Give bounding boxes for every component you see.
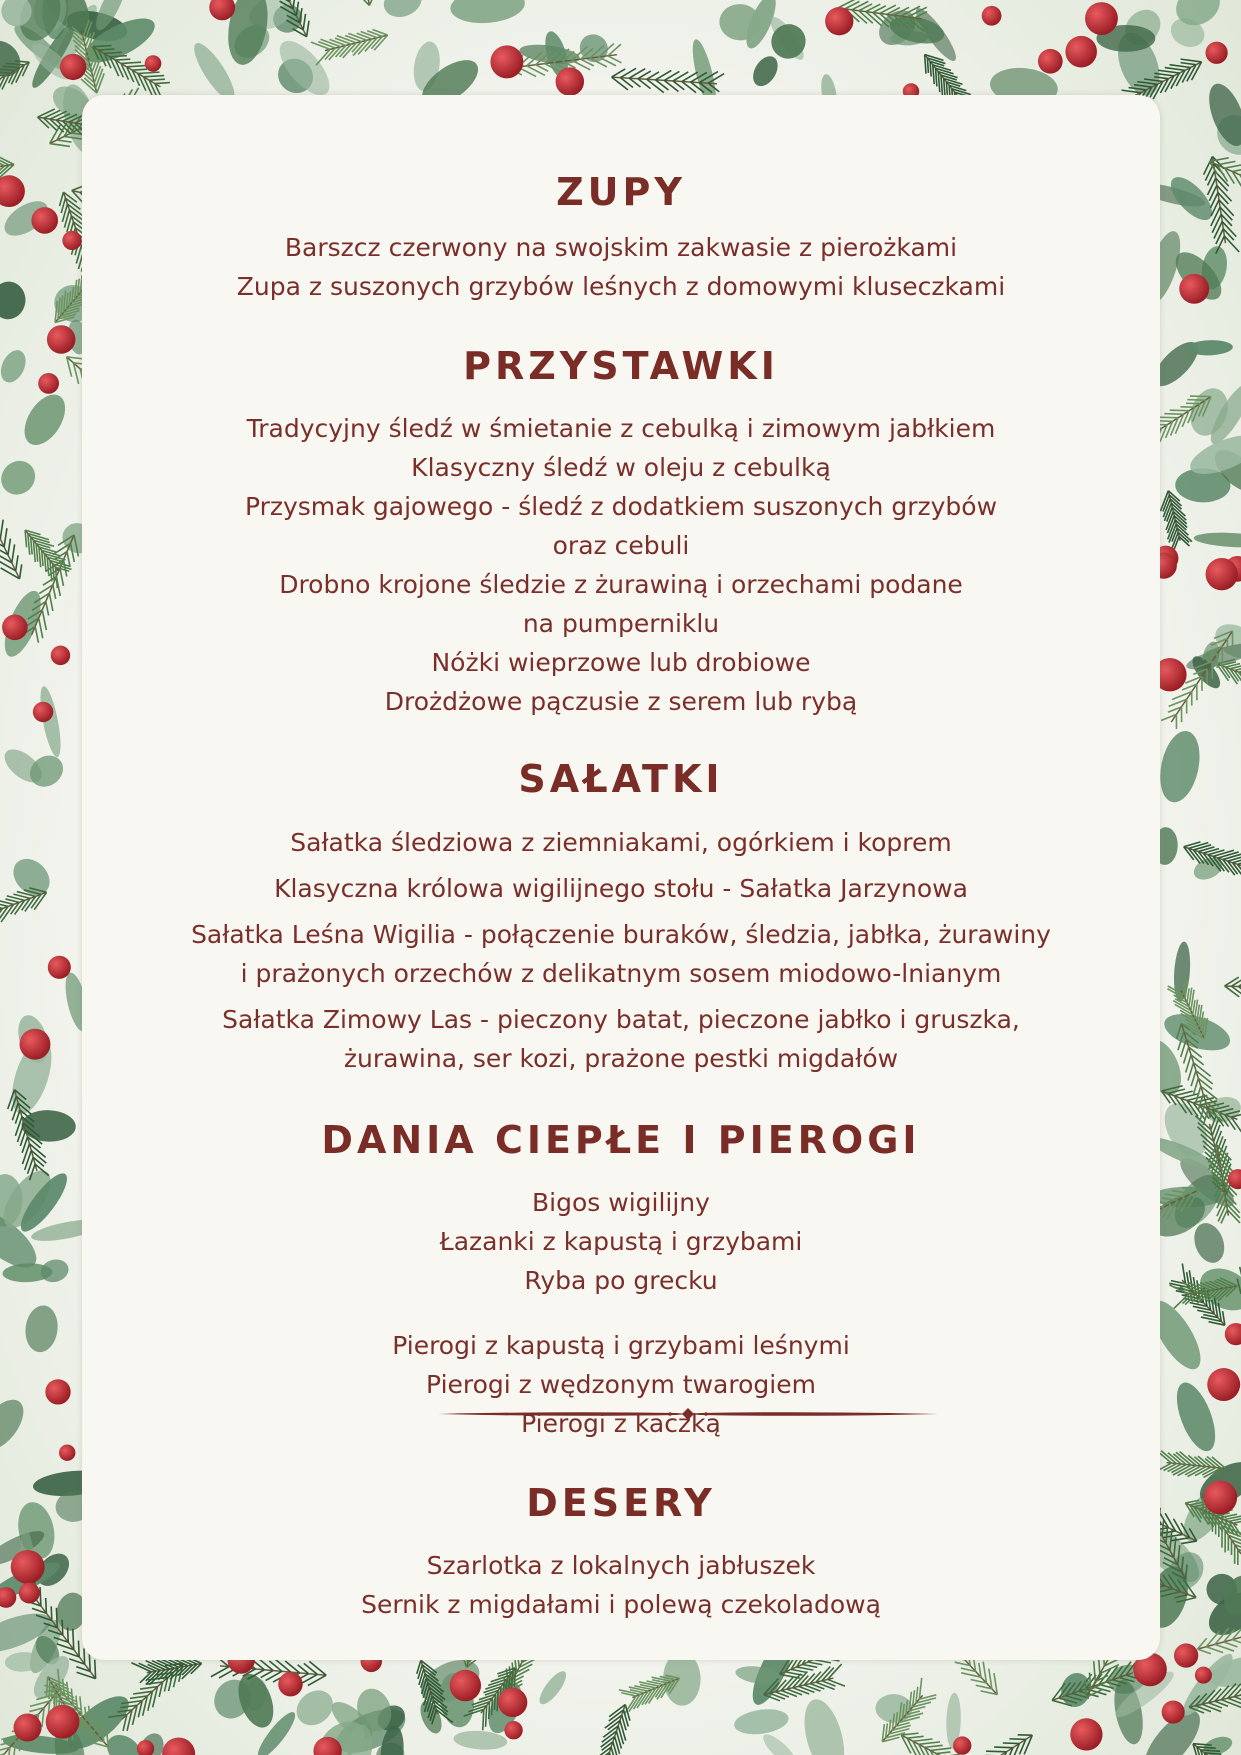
heading-zupy: ZUPY (556, 170, 686, 214)
berry (45, 1379, 70, 1404)
berry (20, 1029, 51, 1060)
heading-przystawki: PRZYSTAWKI (463, 344, 779, 388)
menu-item: Przysmak gajowego - śledź z dodatkiem suszonych grzybów (244, 492, 998, 521)
menu-item: Pierogi z kaczką (521, 1409, 721, 1438)
berry (982, 6, 1002, 26)
berry (31, 207, 58, 234)
berry (498, 1688, 527, 1717)
heading-desery: DESERY (526, 1481, 716, 1525)
berry (504, 1721, 522, 1739)
berry (1206, 558, 1238, 590)
menu-item: oraz cebuli (552, 531, 690, 560)
menu-item: Bigos wigilijny (532, 1188, 710, 1217)
berry (46, 1705, 80, 1739)
berry (11, 1550, 45, 1584)
berry (1205, 42, 1227, 64)
berry (38, 373, 59, 394)
heading-dania: DANIA CIEPŁE I PIEROGI (321, 1118, 921, 1162)
menu-item: na pumperniklu (522, 609, 720, 638)
menu-card (82, 95, 1160, 1660)
berry (1038, 49, 1063, 74)
menu-item: Klasyczny śledź w oleju z cebulką (411, 453, 831, 482)
menu-item: Drożdżowe pączusie z serem lub rybą (384, 687, 858, 716)
heading-salatki: SAŁATKI (518, 757, 724, 801)
menu-item: Sałatka Zimowy Las - pieczony batat, pieczone jabłko i gruszka, (222, 1005, 1020, 1034)
menu-item: Łazanki z kapustą i grzybami (439, 1227, 803, 1256)
menu-item: Klasyczna królowa wigilijnego stołu - Sałatka Jarzynowa (274, 874, 968, 903)
menu-item: Barszcz czerwony na swojskim zakwasie z pierożkami (284, 233, 958, 262)
berry (2, 615, 28, 641)
berry (490, 45, 523, 78)
menu-item: Nóżki wieprzowe lub drobiowe (431, 648, 811, 677)
berry (33, 702, 53, 722)
berry (51, 646, 70, 665)
berry (1203, 1481, 1237, 1515)
berry (278, 1672, 302, 1696)
menu-item: Tradycyjny śledź w śmietanie z cebulką i zimowym jabłkiem (246, 414, 996, 443)
berry (556, 67, 584, 95)
berry (1162, 1700, 1185, 1723)
berry (953, 1736, 971, 1754)
menu-item: Ryba po grecku (524, 1266, 718, 1295)
menu-item: Pierogi z kapustą i grzybami leśnymi (392, 1331, 850, 1360)
menu-item: żurawina, ser kozi, prażone pestki migdałów (343, 1044, 899, 1073)
menu-item: Pierogi z wędzonym twarogiem (426, 1370, 816, 1399)
berry (19, 1582, 40, 1603)
menu-item: Sałatka Leśna Wigilia - połączenie buraków, śledzia, jabłka, żurawiny (191, 920, 1051, 949)
berry (145, 55, 162, 72)
berry (59, 1445, 75, 1461)
berry (47, 325, 76, 354)
berry (1195, 1667, 1212, 1684)
berry (14, 1713, 42, 1741)
menu-item: Drobno krojone śledzie z żurawiną i orzechami podane (279, 570, 963, 599)
menu-item: Sernik z migdałami i polewą czekoladową (361, 1590, 881, 1619)
berry (1179, 274, 1209, 304)
berry (1207, 1368, 1240, 1401)
menu-item: Sałatka śledziowa z ziemniakami, ogórkiem i koprem (290, 828, 952, 857)
berry (62, 231, 81, 250)
berry (1174, 1643, 1198, 1667)
berry (48, 956, 71, 979)
menu-item: Zupa z suszonych grzybów leśnych z domowymi kluseczkami (236, 272, 1006, 301)
menu-item: Szarlotka z lokalnych jabłuszek (426, 1551, 816, 1580)
berry (1065, 36, 1097, 68)
berry (1085, 2, 1118, 35)
berry (825, 7, 853, 35)
menu-item: i prażonych orzechów z delikatnym sosem miodowo-lnianym (240, 959, 1002, 988)
berry (60, 54, 86, 80)
berry (1070, 1718, 1102, 1750)
berry (450, 1670, 482, 1702)
